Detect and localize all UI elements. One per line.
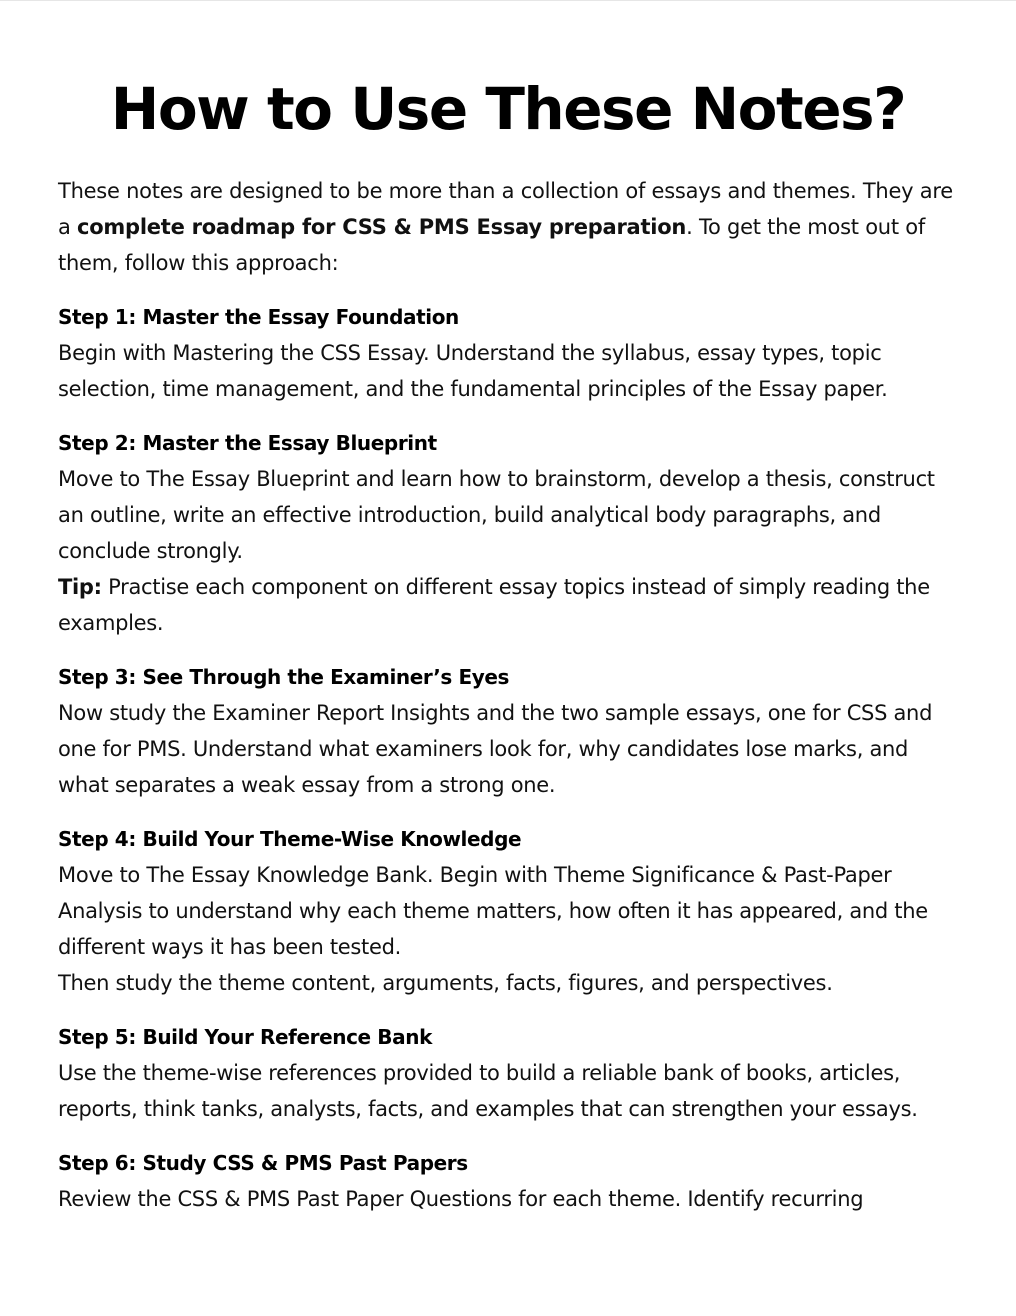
step-2-heading: Step 2: Master the Essay Blueprint [58,431,437,455]
step-3 [58,659,958,803]
step-4 [58,821,958,1001]
step-6 [58,1145,958,1217]
step-6-heading: Step 6: Study CSS & PMS Past Papers [58,1151,468,1175]
intro-text-end: . To get the most out of them, follow this approach: [58,215,926,275]
step-5 [58,1019,958,1127]
step-4-heading: Step 4: Build Your Theme-Wise Knowledge [58,827,522,851]
step-1-text: Begin with Mastering the CSS Essay. Understand the syllabus, essay types, topic selection, time management, and the fundamental principles of the Essay paper. [58,341,888,401]
step-4-text: Move to The Essay Knowledge Bank. Begin with Theme Significance & Past-Paper Analysis to understand why each theme matters, how often it has appeared, and the different ways it has been tested. [58,863,928,959]
tip-text: Practise each component on different essay topics instead of simply reading the examples. [58,575,930,635]
step-6-text: Review the CSS & PMS Past Paper Questions for each theme. Identify recurring [58,1187,864,1211]
step-4-text-continued: Then study the theme content, arguments, facts, figures, and perspectives. [58,971,833,995]
step-5-heading: Step 5: Build Your Reference Bank [58,1025,432,1049]
tip-label: Tip: [58,575,102,599]
intro-bold-text: complete roadmap for CSS & PMS Essay preparation [77,215,687,239]
step-1 [58,299,958,407]
step-3-text: Now study the Examiner Report Insights and the two sample essays, one for CSS and one for PMS. Understand what examiners look for, why candidates lose marks, and what separates a weak essay from a strong one. [58,701,933,797]
step-2-tip [58,569,958,641]
page-title: How to Use These Notes? [110,75,906,143]
step-2-text: Move to The Essay Blueprint and learn how to brainstorm, develop a thesis, construct an outline, write an effective introduction, build analytical body paragraphs, and conclude strongly. [58,467,935,563]
intro-paragraph [58,173,958,281]
step-2 [58,425,958,641]
step-1-heading: Step 1: Master the Essay Foundation [58,305,459,329]
step-3-heading: Step 3: See Through the Examiner’s Eyes [58,665,510,689]
intro-text-start: These notes are designed to be more than a collection of essays and themes. They are a [58,179,953,239]
step-5-text: Use the theme-wise references provided to build a reliable bank of books, articles, reports, think tanks, analysts, facts, and examples that can strengthen your essays. [58,1061,918,1121]
